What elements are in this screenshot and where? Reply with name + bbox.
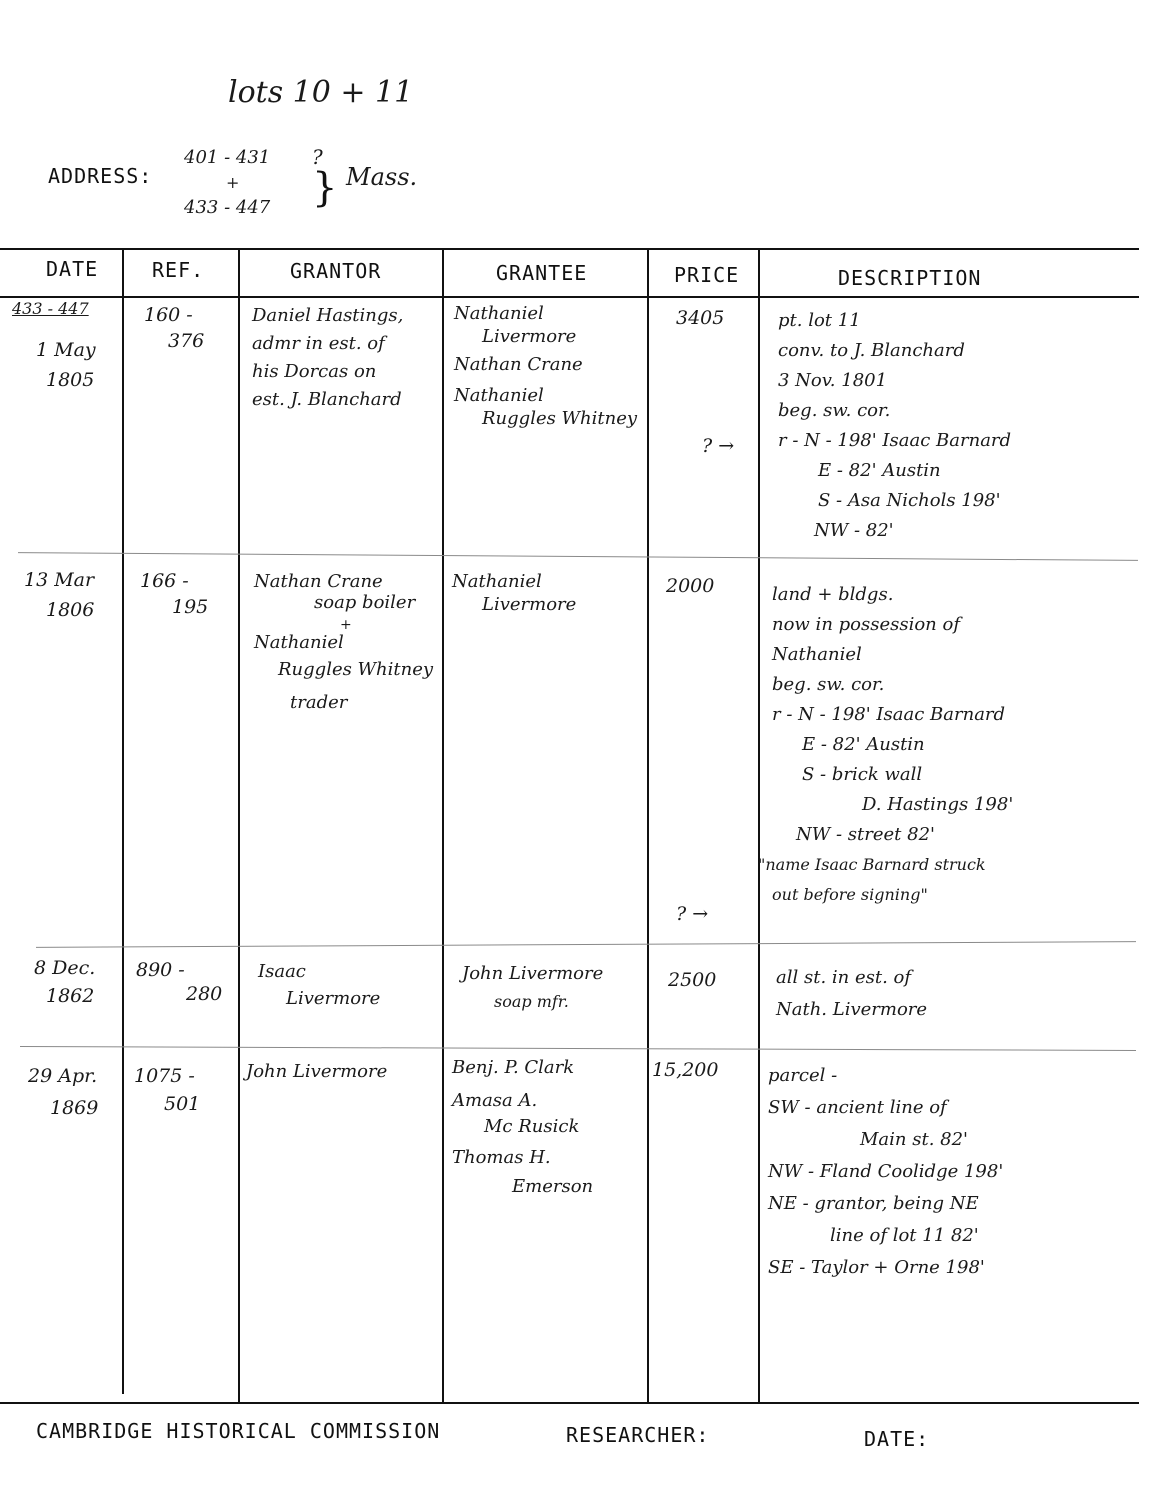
row-2-grantor-line: trader <box>290 691 348 713</box>
address-brace: } <box>312 165 338 211</box>
row-3-description-line: Nath. Livermore <box>776 999 928 1020</box>
row-4-grantee-line: Thomas H. <box>452 1147 551 1169</box>
address-line-2: 433 - 447 <box>184 197 271 218</box>
row-4-description-line: parcel - <box>768 1065 838 1086</box>
row-4-grantee-line: Benj. P. Clark <box>452 1057 575 1078</box>
footer-commission: CAMBRIDGE HISTORICAL COMMISSION <box>36 1419 441 1443</box>
row-2-grantee <box>452 572 576 615</box>
column-divider-4 <box>647 250 649 1402</box>
footer-researcher-label: RESEARCHER: <box>566 1423 710 1447</box>
address-street: Mass. <box>346 163 418 191</box>
row-1-description-line: S - Asa Nichols 198' <box>818 490 1001 511</box>
row-4-ref-line: 501 <box>164 1093 201 1115</box>
row-separator-3 <box>20 1046 1136 1051</box>
row-3-description <box>776 962 927 1026</box>
row-2-grantor-line: Nathan Crane <box>254 571 383 592</box>
row-3-description-line: all st. in est. of <box>776 967 912 988</box>
row-1-ref <box>144 302 204 354</box>
row-1-description-line: 3 Nov. 1801 <box>778 370 888 391</box>
row-1-grantor-line: Daniel Hastings, <box>252 305 404 326</box>
row-1-date-line: 1 May <box>36 339 96 362</box>
row-2-ref <box>140 568 208 620</box>
row-4-description-line: SE - Taylor + Orne 198' <box>768 1257 985 1278</box>
row-4-grantee-line: Amasa A. <box>452 1089 538 1111</box>
row-2-grantor-line: Nathaniel <box>254 632 344 654</box>
row-separator-2 <box>36 941 1136 948</box>
row-1-grantor-line: admr in est. of <box>252 333 385 354</box>
column-divider-5 <box>758 250 760 1402</box>
row-2-description-line: E - 82' Austin <box>802 734 925 755</box>
footer-date-label: DATE: <box>864 1427 930 1451</box>
row-3-grantee-line: soap mfr. <box>494 991 569 1011</box>
row-1-grantee-line: Nathaniel <box>454 303 544 324</box>
row-3-grantee <box>462 964 603 1011</box>
row-1-description <box>778 306 1011 546</box>
row-2-description-line: "name Isaac Barnard struck <box>758 855 986 874</box>
row-4-grantee-line: Mc Rusick <box>484 1116 580 1138</box>
row-2-description-line: out before signing" <box>772 885 928 904</box>
row-4-grantee-line: Emerson <box>512 1175 594 1197</box>
row-4-description-line: Main st. 82' <box>860 1129 968 1150</box>
row-3-grantor <box>258 962 380 1009</box>
column-divider-2 <box>238 250 240 1402</box>
row-4-description-line: NW - Fland Coolidge 198' <box>768 1161 1004 1182</box>
header-description: DESCRIPTION <box>838 266 982 290</box>
row-1-price-note: ? → <box>702 435 735 457</box>
row-2-price: 2000 <box>666 575 715 597</box>
row-2-description-line: land + bldgs. <box>772 584 894 605</box>
header-ref: REF. <box>152 258 205 282</box>
row-2-description <box>758 580 1014 910</box>
row-4-description-line: line of lot 11 82' <box>830 1225 979 1246</box>
row-1-description-line: pt. lot 11 <box>778 310 861 331</box>
table-header-border <box>0 296 1139 298</box>
row-2-description-line: D. Hastings 198' <box>862 794 1014 815</box>
row-4-grantee <box>452 1058 593 1197</box>
row-1-description-line: NW - 82' <box>814 520 894 541</box>
row-1-grantee-line: Livermore <box>482 325 577 347</box>
row-3-grantor-line: Isaac <box>258 961 306 982</box>
header-date: DATE <box>46 257 99 281</box>
row-2-description-line: beg. sw. cor. <box>772 674 885 695</box>
row-3-price: 2500 <box>668 969 717 991</box>
row-3-grantor-line: Livermore <box>286 987 381 1009</box>
row-4-ref-line: 1075 - <box>134 1065 195 1087</box>
row-1-ref-line: 160 - <box>144 304 193 326</box>
row-1-grantee-line: Ruggles Whitney <box>482 407 638 429</box>
address-line-1: 401 - 431 <box>184 147 271 168</box>
row-2-date-line: 13 Mar <box>24 569 95 591</box>
row-1-description-line: conv. to J. Blanchard <box>778 340 965 361</box>
row-1-ref-line: 376 <box>168 330 205 352</box>
row-2-description-line: now in possession of <box>772 614 960 635</box>
lot-title: lots 10 + 11 <box>228 75 414 110</box>
row-4-date-line: 29 Apr. <box>28 1065 98 1087</box>
row-1-grantor <box>252 302 403 414</box>
row-1-date <box>12 300 120 392</box>
column-divider-3 <box>442 250 444 1402</box>
row-1-grantee-line: Nathan Crane <box>454 354 583 376</box>
address-plus: + <box>226 173 240 192</box>
row-3-date-line: 1862 <box>46 984 95 1007</box>
row-2-description-line: r - N - 198' Isaac Barnard <box>772 704 1006 725</box>
row-3-ref-line: 890 - <box>136 959 185 981</box>
address-label: ADDRESS: <box>48 164 153 188</box>
row-3-grantee-line: John Livermore <box>462 963 604 984</box>
row-4-ref <box>134 1062 200 1118</box>
row-1-grantor-line: his Dorcas on <box>252 361 377 382</box>
row-4-date <box>28 1066 98 1120</box>
row-1-description-line: beg. sw. cor. <box>778 400 891 421</box>
row-3-date-line: 8 Dec. <box>34 957 96 979</box>
row-2-grantor-line: Ruggles Whitney <box>278 659 434 681</box>
table-bottom-border <box>0 1402 1139 1404</box>
row-1-description-line: r - N - 198' Isaac Barnard <box>778 430 1012 451</box>
row-2-grantor-line: soap boiler <box>314 591 416 613</box>
row-4-description-line: SW - ancient line of <box>768 1097 947 1118</box>
table-top-border <box>0 248 1139 250</box>
column-divider-1 <box>122 250 124 1394</box>
row-separator-1 <box>18 552 1138 561</box>
header-grantor: GRANTOR <box>290 259 382 283</box>
row-1-grantee <box>454 304 637 429</box>
row-3-date <box>34 958 95 1008</box>
row-2-grantee-line: Livermore <box>482 593 577 615</box>
row-3-ref <box>136 958 222 1006</box>
row-4-date-line: 1869 <box>50 1096 99 1119</box>
row-1-description-line: E - 82' Austin <box>818 460 941 481</box>
row-1-price: 3405 <box>676 307 725 329</box>
row-1-grantor-line: est. J. Blanchard <box>252 389 402 410</box>
header-grantee: GRANTEE <box>496 261 588 285</box>
row-4-description <box>768 1060 1003 1284</box>
row-1-date-line: 1805 <box>46 369 95 392</box>
row-4-grantor-line: John Livermore <box>246 1061 388 1082</box>
row-2-description-line: S - brick wall <box>802 764 923 785</box>
row-2-grantor <box>254 572 433 714</box>
row-2-grantor-line: + <box>340 617 352 634</box>
row-4-description-line: NE - grantor, being NE <box>768 1193 979 1214</box>
row-2-date <box>24 570 94 622</box>
row-2-ref-line: 166 - <box>140 570 189 592</box>
row-2-date-line: 1806 <box>46 598 95 621</box>
row-2-description-line: NW - street 82' <box>796 824 935 845</box>
row-2-price-note: ? → <box>676 903 709 925</box>
row-2-description-line: Nathaniel <box>772 644 862 665</box>
header-price: PRICE <box>674 263 740 287</box>
row-4-price: 15,200 <box>652 1059 719 1081</box>
row-3-ref-line: 280 <box>186 983 223 1005</box>
row-1-date-line: 433 - 447 <box>12 299 89 318</box>
row-2-grantee-line: Nathaniel <box>452 571 542 592</box>
address-brace-mark: ? <box>312 145 323 169</box>
row-1-grantee-line: Nathaniel <box>454 385 544 407</box>
row-2-ref-line: 195 <box>172 596 209 618</box>
row-4-grantor <box>246 1062 387 1083</box>
